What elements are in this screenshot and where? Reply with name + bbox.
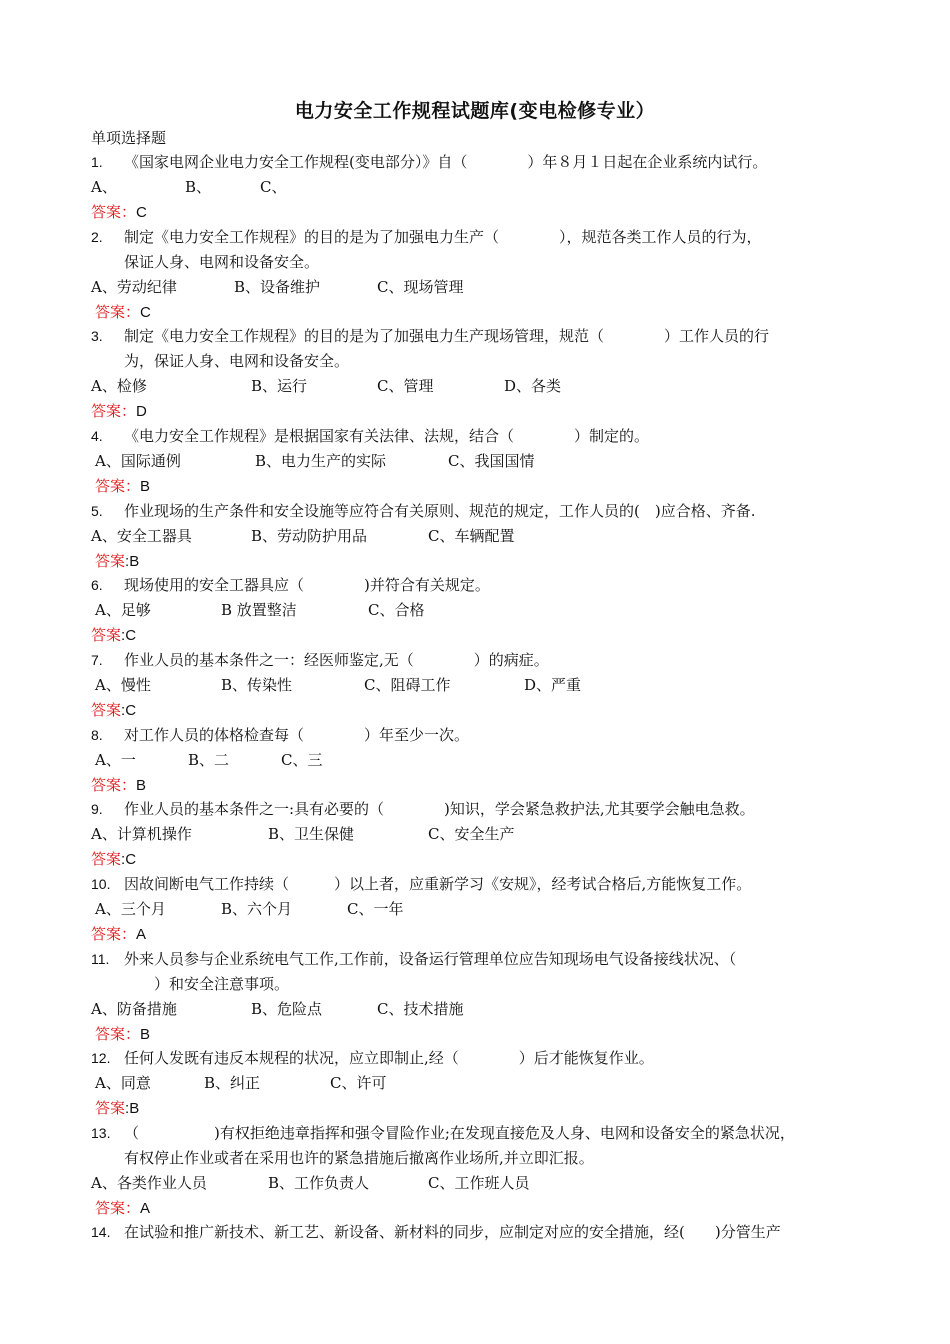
option-b: B、传染性 xyxy=(221,676,293,694)
answer-separator: ： xyxy=(121,776,137,794)
answer-value: C xyxy=(125,851,137,868)
answer-separator: : xyxy=(121,702,126,719)
option-d: D、严重 xyxy=(524,676,582,694)
question-6 xyxy=(91,575,490,595)
option-b: B、纠正 xyxy=(204,1074,261,1092)
answer-value: A xyxy=(136,926,147,943)
answer-7 xyxy=(91,700,136,721)
question-text: 《电力安全工作规程》是根据国家有关法律、法规，结合（ ）制定的。 xyxy=(124,427,650,445)
answer-1 xyxy=(91,202,147,223)
answer-separator: : xyxy=(125,553,130,570)
answer-separator: ： xyxy=(125,1025,141,1043)
answer-label: 答案 xyxy=(95,477,126,495)
question-2 xyxy=(91,227,762,247)
question-7 xyxy=(91,650,549,670)
option-c: C、一年 xyxy=(347,900,404,918)
answer-label: 答案 xyxy=(95,552,126,570)
answer-13 xyxy=(95,1198,150,1219)
question-text: 在试验和推广新技术、新工艺、新设备、新材料的同步，应制定对应的安全措施，经( )分管生产 xyxy=(124,1223,781,1241)
option-a: A、安全工器具 xyxy=(91,527,192,545)
option-a: A、劳动纪律 xyxy=(91,278,177,296)
option-c: C、安全生产 xyxy=(428,825,515,843)
answer-separator: ： xyxy=(125,303,141,321)
question-13 xyxy=(91,1123,795,1143)
option-d: D、各类 xyxy=(504,377,562,395)
option-b: B、二 xyxy=(188,751,230,769)
answer-5 xyxy=(95,551,139,572)
option-b: B、劳动防护用品 xyxy=(251,527,368,545)
answer-value: B xyxy=(129,1100,140,1117)
option-b: B、危险点 xyxy=(251,1000,323,1018)
answer-separator: : xyxy=(121,627,126,644)
option-c: C、 xyxy=(260,178,287,196)
question-1 xyxy=(91,152,767,172)
answer-6 xyxy=(91,625,136,646)
answer-label: 答案 xyxy=(95,303,126,321)
answer-label: 答案 xyxy=(91,626,122,644)
option-b: B、 xyxy=(185,178,212,196)
question-text: 对工作人员的体格检查每（ ）年至少一次。 xyxy=(124,726,470,744)
question-4 xyxy=(91,426,649,446)
option-b: B、卫生保健 xyxy=(268,825,355,843)
option-b: B、电力生产的实际 xyxy=(255,452,387,470)
answer-4 xyxy=(95,476,150,497)
answer-label: 答案 xyxy=(95,1099,126,1117)
answer-separator: ： xyxy=(125,1199,141,1217)
question-text: （ )有权拒绝违章指挥和强令冒险作业;在发现直接危及人身、电网和设备安全的紧急状况， xyxy=(124,1124,795,1142)
option-c: C、现场管理 xyxy=(377,278,464,296)
answer-value: B xyxy=(140,1026,151,1043)
answer-separator: ： xyxy=(125,477,141,495)
answer-value: C xyxy=(125,627,137,644)
question-text: 现场使用的安全工器具应（ )并符合有关规定。 xyxy=(124,576,490,594)
answer-value: B xyxy=(140,478,151,495)
answer-value: B xyxy=(136,777,147,794)
question-number: 14. xyxy=(91,1224,111,1240)
answer-9 xyxy=(91,849,136,870)
answer-label: 答案 xyxy=(91,203,122,221)
question-number: 3. xyxy=(91,328,103,344)
question-11-cont: ）和安全注意事项。 xyxy=(124,975,290,993)
question-10 xyxy=(91,874,751,894)
answer-value: B xyxy=(129,553,140,570)
question-text: 作业人员的基本条件之一:具有必要的（ )知识，学会紧急救护法,尤其要学会触电急救。 xyxy=(124,800,755,818)
option-a: A、足够 xyxy=(95,601,151,619)
option-a: A、同意 xyxy=(95,1074,151,1092)
answer-separator: : xyxy=(125,1100,130,1117)
question-text: 作业现场的生产条件和安全设施等应符合有关原则、规范的规定，工作人员的( )应合格、齐备. xyxy=(124,502,756,520)
question-number: 8. xyxy=(91,727,103,743)
option-c: C、合格 xyxy=(368,601,425,619)
option-a: A、国际通例 xyxy=(95,452,181,470)
question-9 xyxy=(91,799,755,819)
answer-12 xyxy=(95,1098,139,1119)
question-2-cont: 保证人身、电网和设备安全。 xyxy=(124,253,320,271)
question-text: 制定《电力安全工作规程》的目的是为了加强电力生产现场管理，规范（ ）工作人员的行 xyxy=(124,327,770,345)
option-c: C、三 xyxy=(281,751,323,769)
question-text: 《国家电网企业电力安全工作规程(变电部分）》自（ ）年８月１日起在企业系统内试行。 xyxy=(124,153,768,171)
question-number: 2. xyxy=(91,229,103,245)
question-text: 外来人员参与企业系统电气工作,工作前，设备运行管理单位应告知现场电气设备接线状况、（ xyxy=(124,950,737,968)
answer-3 xyxy=(91,401,147,422)
answer-value: C xyxy=(125,702,137,719)
answer-value: C xyxy=(140,304,151,321)
answer-value: D xyxy=(136,403,147,420)
option-b: B 放置整洁 xyxy=(221,601,297,619)
option-c: C、许可 xyxy=(330,1074,387,1092)
question-12 xyxy=(91,1048,654,1068)
option-a: A、各类作业人员 xyxy=(91,1174,207,1192)
option-a: A、三个月 xyxy=(95,900,166,918)
question-number: 7. xyxy=(91,652,103,668)
section-heading: 单项选择题 xyxy=(91,129,167,147)
question-11 xyxy=(91,949,736,969)
option-a: A、慢性 xyxy=(95,676,151,694)
question-3-cont: 为，保证人身、电网和设备安全。 xyxy=(124,352,350,370)
answer-2 xyxy=(95,302,151,323)
answer-label: 答案 xyxy=(95,1199,126,1217)
answer-10 xyxy=(91,924,146,945)
option-b: B、六个月 xyxy=(221,900,293,918)
question-5 xyxy=(91,501,755,521)
answer-separator: ： xyxy=(121,402,137,420)
option-a: A、计算机操作 xyxy=(91,825,192,843)
question-number: 5. xyxy=(91,503,103,519)
option-b: B、工作负责人 xyxy=(268,1174,370,1192)
question-text: 作业人员的基本条件之一：经医师鉴定,无（ ）的病症。 xyxy=(124,651,549,669)
answer-11 xyxy=(95,1024,150,1045)
answer-label: 答案 xyxy=(91,925,122,943)
answer-separator: ： xyxy=(121,203,137,221)
page-title: 电力安全工作规程试题库(变电检修专业） xyxy=(294,100,656,122)
question-text: 任何人发既有违反本规程的状况，应立即制止,经（ ）后才能恢复作业。 xyxy=(124,1049,654,1067)
question-text: 因故间断电气工作持续（ ）以上者，应重新学习《安规》，经考试合格后,方能恢复工作。 xyxy=(124,875,752,893)
answer-separator: : xyxy=(121,851,126,868)
question-number: 9. xyxy=(91,801,103,817)
question-number: 1. xyxy=(91,154,103,170)
answer-value: C xyxy=(136,204,147,221)
question-14 xyxy=(91,1222,781,1242)
answer-label: 答案 xyxy=(91,776,122,794)
option-c: C、我国国情 xyxy=(448,452,535,470)
option-c: C、阻碍工作 xyxy=(364,676,451,694)
answer-separator: ： xyxy=(121,925,137,943)
option-a: A、 xyxy=(91,178,117,196)
question-text: 制定《电力安全工作规程》的目的是为了加强电力生产（ ），规范各类工作人员的行为， xyxy=(124,228,762,246)
answer-label: 答案 xyxy=(95,1025,126,1043)
option-c: C、管理 xyxy=(377,377,434,395)
question-number: 6. xyxy=(91,577,103,593)
answer-value: A xyxy=(140,1200,151,1217)
answer-label: 答案 xyxy=(91,701,122,719)
option-a: A、检修 xyxy=(91,377,147,395)
option-a: A、防备措施 xyxy=(91,1000,177,1018)
option-c: C、技术措施 xyxy=(377,1000,464,1018)
option-a: A、一 xyxy=(95,751,136,769)
option-c: C、车辆配置 xyxy=(428,527,515,545)
question-number: 12. xyxy=(91,1050,111,1066)
question-number: 10. xyxy=(91,876,111,892)
option-c: C、工作班人员 xyxy=(428,1174,530,1192)
answer-label: 答案 xyxy=(91,402,122,420)
question-number: 13. xyxy=(91,1125,111,1141)
question-8 xyxy=(91,725,469,745)
question-13-cont: 有权停止作业或者在采用也许的紧急措施后撤离作业场所,并立即汇报。 xyxy=(124,1149,594,1167)
question-number: 11. xyxy=(91,951,110,967)
answer-8 xyxy=(91,775,146,796)
option-b: B、设备维护 xyxy=(234,278,321,296)
answer-label: 答案 xyxy=(91,850,122,868)
question-3 xyxy=(91,326,769,346)
option-b: B、运行 xyxy=(251,377,308,395)
question-number: 4. xyxy=(91,428,103,444)
